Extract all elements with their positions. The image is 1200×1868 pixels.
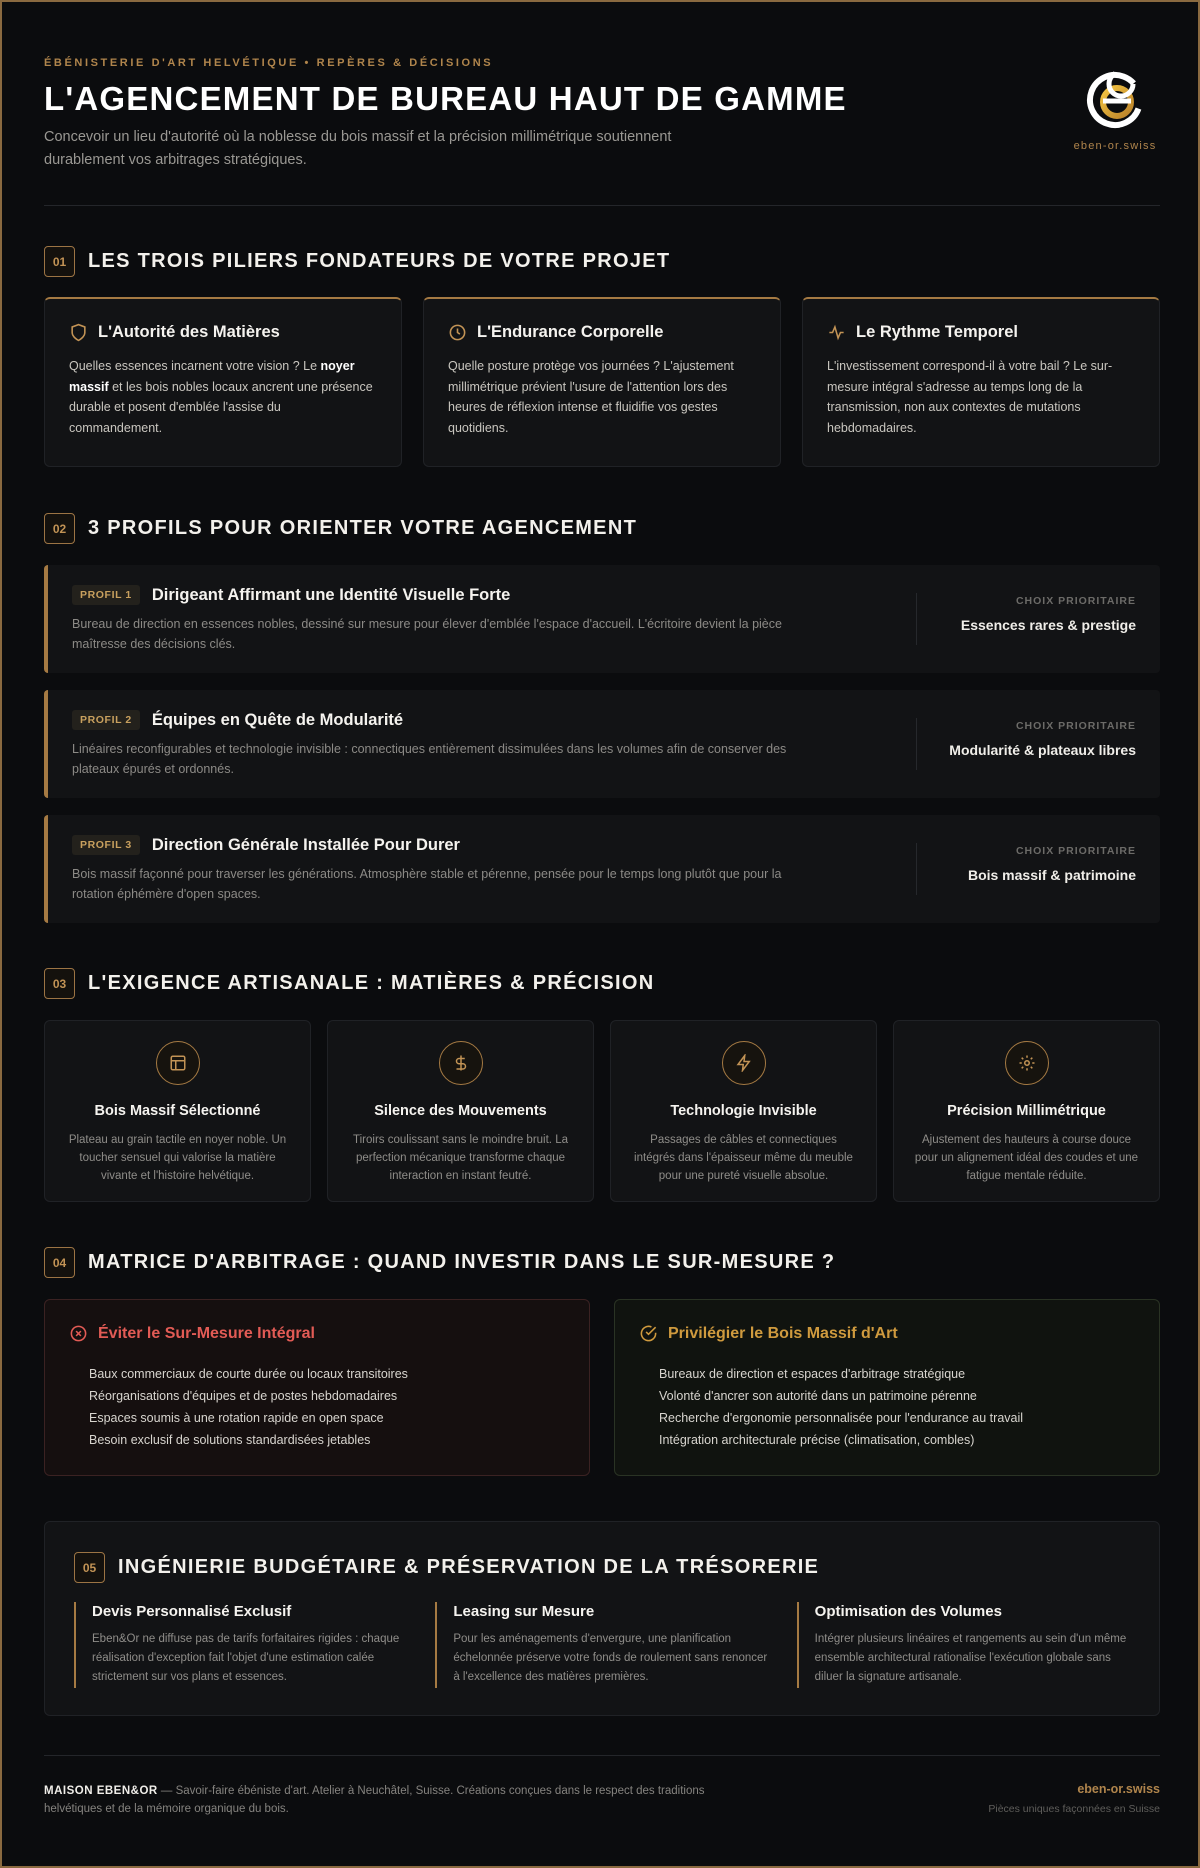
profile-badge: PROFIL 3 — [72, 835, 140, 855]
list-item: Réorganisations d'équipes et de postes hebdomadaires — [89, 1389, 398, 1403]
footer-brand: MAISON EBEN&OR — [44, 1785, 158, 1797]
craft-card — [44, 1020, 311, 1202]
section-number: 04 — [44, 1247, 75, 1278]
logo-url[interactable]: eben-or.swiss — [1073, 140, 1157, 152]
budget-column-text: Pour les aménagements d'envergure, une planification échelonnée préserve votre fonds de roulement sans renoncer à l'excellence des matières premières. — [453, 1633, 768, 1683]
pillar-text: Quelle posture protège vos journées ? L'ajustement millimétrique prévient l'usure de l'attention lors des heures de réflexion intense et fluidifie vos gestes quotidiens. — [448, 359, 734, 435]
choice-label: CHOIX PRIORITAIRE — [1015, 595, 1136, 607]
pillar-title: L'Autorité des Matières — [98, 323, 280, 341]
choice-label: CHOIX PRIORITAIRE — [1015, 845, 1136, 857]
eyebrow: ÉBÉNISTERIE D'ART HELVÉTIQUE • REPÈRES & DÉCISIONS — [44, 57, 494, 69]
craft-grid — [44, 1020, 1160, 1202]
profile-divider — [916, 718, 917, 770]
section-title: L'EXIGENCE ARTISANALE : MATIÈRES & PRÉCISION — [88, 972, 655, 994]
page-title: L'AGENCEMENT DE BUREAU HAUT DE GAMME — [44, 80, 847, 117]
choice-label: CHOIX PRIORITAIRE — [1015, 720, 1136, 732]
budget-column-text: Eben&Or ne diffuse pas de tarifs forfaitaires rigides : chaque réalisation d'exception fait l'objet d'une estimation calée strictement sur vos plans et essences. — [92, 1633, 400, 1683]
list-item: Bureaux de direction et espaces d'arbitrage stratégique — [659, 1367, 966, 1381]
craft-card — [893, 1020, 1160, 1202]
section-heading-profiles — [44, 513, 637, 544]
section-number: 02 — [44, 513, 75, 544]
craft-card — [327, 1020, 594, 1202]
choice-value: Bois massif & patrimoine — [967, 867, 1136, 883]
choice-value: Modularité & plateaux libres — [949, 742, 1136, 758]
pillar-card — [423, 297, 781, 467]
list-item: Intégration architecturale précise (climatisation, combles) — [659, 1433, 975, 1447]
check-circle-icon — [639, 1324, 658, 1343]
section-heading-matrix — [44, 1247, 835, 1278]
footer-right — [988, 1782, 1160, 1815]
profile-divider — [916, 843, 917, 895]
pillar-text: Quelles essences incarnent votre vision ? Le noyer massif et les bois nobles locaux ancrent une présence durable et posent d'emblée l'assise du commandement. — [69, 359, 373, 435]
header-divider — [44, 205, 1160, 206]
craft-title: Technologie Invisible — [670, 1103, 817, 1119]
section-title: 3 PROFILS POUR ORIENTER VOTRE AGENCEMENT — [88, 517, 638, 539]
craft-card — [610, 1020, 877, 1202]
list-item: Recherche d'ergonomie personnalisée pour l'endurance au travail — [659, 1411, 1024, 1425]
x-circle-icon — [69, 1324, 88, 1343]
avoid-title: Éviter le Sur-Mesure Intégral — [98, 1324, 315, 1342]
footer-text: MAISON EBEN&OR — Savoir-faire ébéniste d'art. Atelier à Neuchâtel, Suisse. Créations conçues dans le respect des traditions helvétiques et de la mémoire organique du bois. — [44, 1785, 705, 1815]
avoid-card — [44, 1299, 590, 1476]
choice-value: Essences rares & prestige — [960, 617, 1136, 633]
avoid-list — [69, 1363, 565, 1451]
craft-text: Passages de câbles et connectiques intégrés dans l'épaisseur même du meuble pour une pureté visuelle absolue. — [634, 1134, 853, 1182]
profile-title: Direction Générale Installée Pour Durer — [151, 835, 460, 854]
page-lede: Concevoir un lieu d'autorité où la noblesse du bois massif et la précision millimétrique soutiennent durablement vos arbitrages stratégiques. — [44, 129, 672, 168]
arbitrage-matrix — [44, 1299, 1160, 1476]
craft-text: Tiroirs coulissant sans le moindre bruit. La perfection mécanique transforme chaque interaction en instant feutré. — [353, 1134, 568, 1182]
pillars-grid — [44, 297, 1160, 467]
budget-column-title: Devis Personnalisé Exclusif — [92, 1603, 292, 1620]
pillar-title: Le Rythme Temporel — [856, 323, 1018, 341]
section-heading-pillars — [44, 246, 670, 277]
profiles-list — [44, 565, 1160, 940]
craft-title: Silence des Mouvements — [374, 1103, 547, 1119]
section-title: MATRICE D'ARBITRAGE : QUAND INVESTIR DANS LE SUR-MESURE ? — [88, 1251, 836, 1273]
budget-column-text: Intégrer plusieurs linéaires et rangements au sein d'un même ensemble architectural rationalise l'exécution globale sans diluer la signature artisanale. — [814, 1633, 1127, 1683]
section-number: 05 — [74, 1552, 105, 1583]
budget-panel — [44, 1521, 1160, 1716]
section-title: LES TROIS PILIERS FONDATEURS DE VOTRE PROJET — [88, 250, 671, 272]
prefer-list — [639, 1363, 1135, 1451]
profile-title: Équipes en Quête de Modularité — [151, 710, 404, 729]
pillar-card — [44, 297, 402, 467]
gear-icon — [1018, 1054, 1036, 1072]
shield-icon — [69, 323, 88, 342]
dollar-icon — [452, 1054, 470, 1072]
eben-or-logo-icon — [1081, 64, 1149, 132]
profile-title: Dirigeant Affirmant une Identité Visuelle Forte — [151, 585, 511, 604]
prefer-card — [614, 1299, 1160, 1476]
clock-icon — [448, 323, 467, 342]
budget-column — [797, 1602, 1132, 1688]
section-heading-budget — [74, 1552, 819, 1583]
layout-icon — [169, 1054, 187, 1072]
lightning-icon — [735, 1054, 753, 1072]
craft-title: Précision Millimétrique — [947, 1103, 1106, 1119]
list-item: Besoin exclusif de solutions standardisées jetables — [89, 1433, 371, 1447]
list-item: Espaces soumis à une rotation rapide en open space — [89, 1411, 384, 1425]
profile-badge: PROFIL 1 — [72, 585, 140, 605]
profile-description: Linéaires reconfigurables et technologie invisible : connectiques entièrement dissimulées dans les volumes afin de conserver des plateaux épurés et ordonnés. — [72, 742, 787, 776]
pillar-emphasis: noyer massif — [69, 359, 355, 394]
list-item: Volonté d'ancrer son autorité dans un patrimoine pérenne — [659, 1389, 977, 1403]
pulse-icon — [827, 323, 846, 342]
craft-text: Ajustement des hauteurs à course douce pour un alignement idéal des coudes et une fatigue mentale réduite. — [914, 1134, 1139, 1182]
section-title: INGÉNIERIE BUDGÉTAIRE & PRÉSERVATION DE LA TRÉSORERIE — [118, 1556, 820, 1578]
budget-column — [74, 1602, 409, 1688]
footer-url-link[interactable]: eben-or.swiss — [1077, 1782, 1160, 1796]
pillar-title: L'Endurance Corporelle — [477, 323, 664, 341]
craft-title: Bois Massif Sélectionné — [94, 1103, 261, 1119]
profile-description: Bureau de direction en essences nobles, dessiné sur mesure pour élever d'emblée l'espace d'accueil. L'écritoire devient la pièce maîtresse des décisions clés. — [72, 617, 782, 651]
budget-column — [435, 1602, 770, 1688]
pillar-card — [802, 297, 1160, 467]
section-number: 01 — [44, 246, 75, 277]
budget-column-title: Leasing sur Mesure — [453, 1603, 595, 1620]
budget-columns — [74, 1602, 1132, 1688]
craft-text: Plateau au grain tactile en noyer noble. Un toucher sensuel qui valorise la matière vivante et l'histoire helvétique. — [68, 1134, 287, 1182]
profile-description: Bois massif façonné pour traverser les générations. Atmosphère stable et pérenne, pensée pour le temps long plutôt que pour la rotation éphémère d'open spaces. — [72, 867, 782, 901]
budget-column-title: Optimisation des Volumes — [814, 1603, 1002, 1620]
footer-divider — [44, 1755, 1160, 1756]
brand-logo[interactable] — [1070, 64, 1160, 152]
profile-card — [44, 565, 1160, 673]
profile-badge: PROFIL 2 — [72, 710, 140, 730]
section-heading-craft — [44, 968, 654, 999]
section-number: 03 — [44, 968, 75, 999]
pillar-text: L'investissement correspond-il à votre bail ? Le sur-mesure intégral s'adresse au temps long de la transmission, non aux contextes de mutations hebdomadaires. — [827, 359, 1113, 435]
profile-card — [44, 690, 1160, 798]
list-item: Baux commerciaux de courte durée ou locaux transitoires — [89, 1367, 408, 1381]
footer-note: Pièces uniques façonnées en Suisse — [988, 1803, 1160, 1815]
profile-divider — [916, 593, 917, 645]
prefer-title: Privilégier le Bois Massif d'Art — [668, 1324, 898, 1342]
profile-card — [44, 815, 1160, 923]
